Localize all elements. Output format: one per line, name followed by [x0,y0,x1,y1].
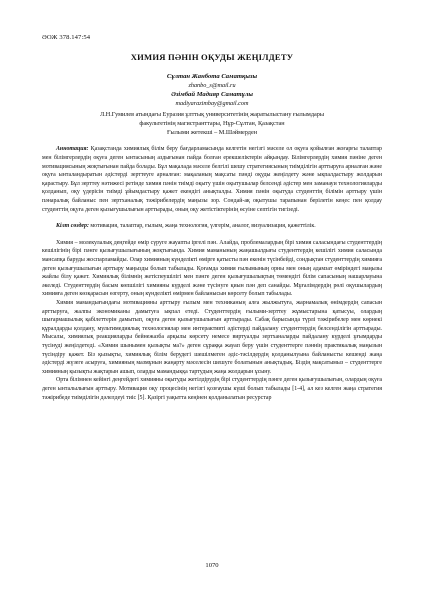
author-email[interactable]: zhanbo_s@mail.ru [188,82,236,89]
body-text [42,239,382,402]
udk-code: ӘОЖ 378.147:54 [42,34,91,41]
abstract-label: Аннотация: [56,146,89,153]
paper-title: ХИМИЯ ПӘНІН ОҚУДЫ ЖЕҢІЛДЕТУ [130,52,294,62]
page-number: 1070 [205,562,219,569]
affiliation-line: факультетінің магистранттары, Нұр-Сұлтан, Қазақстан [139,119,285,127]
abstract-text: Қазақстанда химиялық білім беру бағдарламасында келгетін негізгі мәселе ол оқуға қойылған жоғарғы талаптар мен білімгерлердің оқуға деген ынтасының аздығынан пайда болған ерекшеліктерін айқындау. Білімгерлердің химия пәніне деген мотивациясының жоқтығынан пайда болады. Бұл мақалада мәселе белгілі шешу стратегиясының тиімділігін арттыруға арналған және оқуға ынталандыратын әдістерді зерттеуге арналған: мақаланың мақсаты пәнді оқуды жеңілдету және ықпалдастыру жолдарын қарастыру. Бұл зерттеу нәтижесі ретінде химия пәнін тиімді оқыту үшін оқытушылар белсенді әдістер мен заманауи технологияларды қолданып, оқу үдерісін тиімді ұйымдастыру қажет екендігі анықталды. Химия пәнін оқытуда студенттің білімін арттыру үшін пәнаралық байланыс пен зертханалық тәжірибелердің маңызы зор. Сондай-ақ оқытушы тарапынан берілетін кеңес пен қолдау студенттің оқуға деген қызығушылығын арттырады, оның оқу жетістіктерінің өсуіне септігін тигізеді. [42,146,382,213]
author-name: Сұлтан Жанбота Саматқызы [166,73,258,80]
keywords-text: мотивация, талаптар, ғылым, жаңа технология, үлгерім, аналог, визуализация, қажеттілік. [90,223,316,230]
author-email[interactable]: madiyarazimbay@gmail.com [175,100,249,108]
affiliation-line: Л.Н.Гумилев атындағы Еуразия ұлттық университетінің жаратылыстану ғылымдары [100,110,324,118]
body-paragraph: Орта білімнен кейінгі деңгейдегі химияны оқытуды жетілдірудің бірі студенттердің пәнге деген қызығушылығын, олардың оқуға деген ынталылығын арттыру. Мотивация оқу процесінің негізгі қозғаушы күші болып табылады [1-4], ал кез келген жаңа стратегия тәжірибеде тиімділігін дәлелдеуі тиіс [5]. Қазіргі уақытта кеңінен қолданылатын ресурстар [42,377,382,401]
abstract [42,145,382,214]
body-paragraph: Химия мамандығындағы мотивацияны арттыру ғылым мен техниканың алға жылжытуға, жарнамалық өнімдердің сапасын арттыруға, жалпы экономиканы дамытуға ықпал етеді. Студенттердің ғылыми-зерттеу жұмыстарына қатысуы, олардың шығармашылық қабілеттерін дамытып, оқуға деген қызығушылығын арттырады. Сабақ барысында түрлі тәжірибелер мен көрнекі құралдарды қолдану, мультимедиялық технологиялар мен интерактивті әдістерді пайдалану студенттердің белсенділігін арттырады. Мысалы, химиялық реакцияларды бейнежазба арқылы көрсету немесе виртуалды зертханаларды пайдалану күрделі ұғымдарды түсінуді жеңілдетеді. «Химия шынымен қызықты ма?» деген сұраққа жауап беру үшін студенттерге пәннің практикалық маңызын түсіндіру қажет. Біз қызықты, химиялық білім берудегі шешілмеген әдіс-тәсілдердің қолданылуына байланысты кешенді жаңа әдістерді жүзеге асыруға, химияның мазмұнын жаңарту мәселесін шешуге болатынын анықтадық. Біздің мақсатымыз – студенттерге химияның қызықты жақтарын ашып, оларды мамандыққа тартудың жаңа жолдарын ұсыну. [42,299,382,375]
body-paragraph: Химия – молекулалық деңгейде өмір сүруге жауапты іргелі пән. Алайда, проблемалардың бірі химия саласындағы студенттердің кешілігінің бірі пәнге қызығушылығының жоқтығында. Химия маманының жаңашылдығы студенттердің кешілігі химия саласында мансапқа баруды жоспарламайды. Олар химияның күнделікті өмірге қатысты пән екенін түсінбейді, сондықтан студенттердің химияға деген қызығушылығын арттыру маңызды болып табылады. Қоғамда химия ғылымының орны мен оның адамзат өміріндегі маңызы жайлы білу қажет. Химиялық білімнің жетіспеушілігі мен пәнге деген қызығушылықтың төмендігі білім сапасының нашарлауына әкеледі. Студенттердің басым көпшілігі химияны күрделі және түсінуге қиын пән деп санайды. Мұғалімдердің рөлі оқушылардың химияға деген көзқарасын өзгерту, оның күнделікті өмірмен байланысын көрсету болып табылады. [42,239,382,298]
keywords-label: Кілт сөздер: [56,223,89,230]
keywords [42,222,382,231]
author-name: Әзімбай Мадияр Саматұлы [171,91,253,99]
supervisor-line: Ғылыми жетекші – М.Шәймерден [166,129,258,137]
